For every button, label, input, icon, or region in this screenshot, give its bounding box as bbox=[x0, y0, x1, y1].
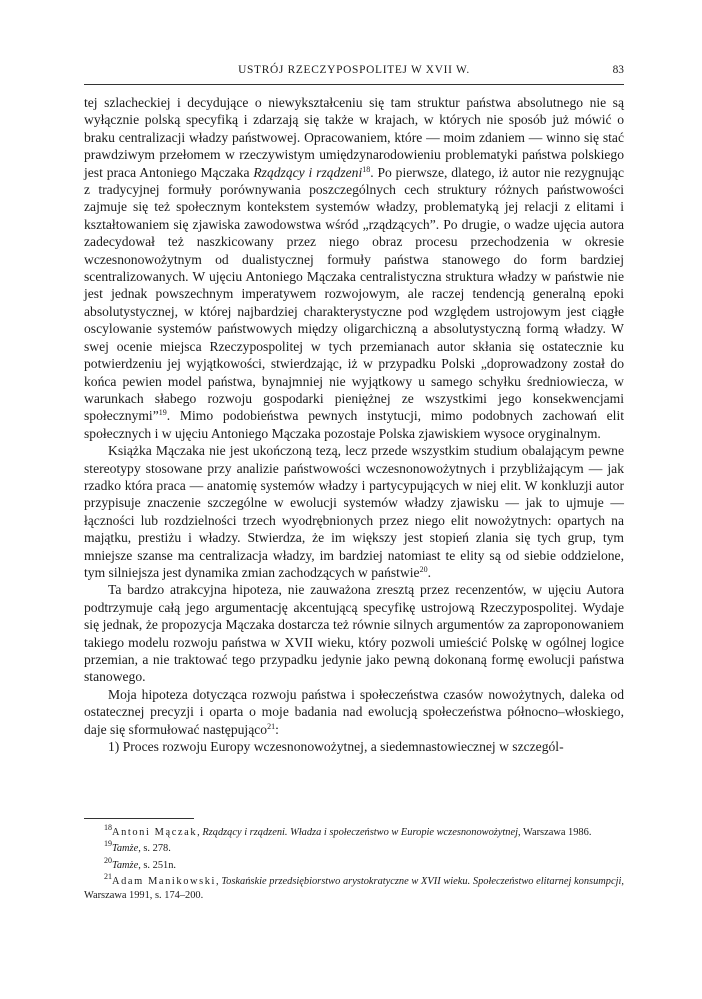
footnote-ref-18[interactable]: 18 bbox=[362, 164, 371, 174]
paragraph-3: Ta bardzo atrakcyjna hipoteza, nie zauważona zresztą przez recenzentów, w ujęciu Autora podtrzymuje całą jego argumentację akcentującą specyfikę ustrojową Rzeczypospolitej. Wydaje się jednak, że propozycja Mączaka dostarcza też równie silnych argumentów za zaproponowaniem takiego modelu rozwoju państwa w XVII wieku, który pozwoli umieścić Polskę w ogólnej logice przemian, a nie traktować tego przypadku jedynie jako pewną dokonaną formę ewolucji państwa stanowego. bbox=[84, 582, 624, 685]
footnote-ref-20[interactable]: 20 bbox=[419, 564, 428, 574]
footnote-title: Toskańskie przedsiębiorstwo arystokratyczne w XVII wieku. Społeczeństwo elitarnej konsumpcji bbox=[221, 876, 622, 888]
footnote-21: $^{21}$Adam Manikowski, Toskańskie przedsiębiorstwo arystokratyczne w XVII wieku. Społeczeństwo elitarnej konsumpcji, Warszawa 1991, s. 174–200. bbox=[84, 872, 624, 901]
footnote-20: $^{20}$Tamże, s. 251n. bbox=[104, 855, 177, 871]
footnote-author: Adam Manikowski bbox=[112, 876, 217, 888]
footnote-ref-19[interactable]: 19 bbox=[158, 408, 167, 418]
paragraph-1: tej szlacheckiej i decydujące o niewykształceniu się tam struktur państwa absolutnego nie są wyłącznie polską specyfiką i zdarzają się także w krajach, w których nie sposób już mówić o braku centralizacji władzy państwowej. Opracowaniem, które — moim zdaniem — winno się stać prawdziwym przełomem w rzeczywistym umiędzynarodowieniu problematyki państwa polskiego jest praca Antoniego Mączaka Rządzący i rządzeni$^{18}$. Po pierwsze, dlatego, iż autor nie rezygnując z tradycyjnej formuły porównywania poszczególnych cech struktury różnych państwowości zajmuje się też społecznym kontekstem systemów władzy, problematyką jej relacji z elitami i kształtowaniem się zjawiska zawodowstwa wśród „rządzących”. Po drugie, o wadze ujęcia autora zadecydował też naszkicowany przez niego obraz procesu przechodzenia w okresie wczesnonowożytnym od dualistycznej formuły państwa stanowego do form bardziej scentralizowanych. W ujęciu Antoniego Mączaka centralistyczna struktura władzy w państwie nie jest jednak powszechnym imperatywem rozwojowym, ale raczej tendencją generalną epoki absolutystycznej, w której najbardziej charakterystyczne pod względem ustrojowym jest ciągłe oscylowanie systemów państwowych między oligarchiczną a absolutystyczną formą władzy. W swej ocenie miejsca Rzeczypospolitej w tych przemianach autor skłania się ostatecznie ku potwierdzeniu jej wyjątkowości, stwierdzając, iż w przypadku Polski „doprowadzony został do końca pewien model państwa, bynajmniej nie wyjątkowy u samego schyłku średniowiecza, w warunkach słabego rozwoju gospodarki pieniężnej ze wszystkimi jego konsekwencjami społecznymi”$^{19}$. Mimo podobieństwa pewnych instytucji, mimo podobnych zachowań elit społecznych i w ujęciu Antoniego Mączaka pozostaje Polska zjawiskiem wysoce oryginalnym. bbox=[84, 95, 624, 441]
running-header bbox=[84, 62, 624, 85]
running-title: USTRÓJ RZECZYPOSPOLITEJ W XVII W. bbox=[238, 64, 470, 76]
book-title: Rządzący i rządzeni bbox=[253, 164, 363, 180]
footnote-ref-21[interactable]: 21 bbox=[267, 721, 276, 731]
main-text bbox=[84, 94, 624, 755]
footnote-author: Antoni Mączak bbox=[112, 827, 198, 838]
footnote-19: $^{19}$Tamże, s. 278. bbox=[104, 839, 171, 855]
paragraph-5: 1) Proces rozwoju Europy wczesnonowożytnej, a siedemnastowiecznej w szczegól- bbox=[108, 739, 564, 755]
page-number: 83 bbox=[612, 64, 624, 76]
paragraph-4: Moja hipoteza dotycząca rozwoju państwa i społeczeństwa czasów nowożytnych, daleka od ostatecznej precyzji i oparta o moje badania nad ewolucją społeczeństwa północno–włoskiego, daje się sformułować następująco$^{21}$: bbox=[84, 686, 624, 737]
footnotes bbox=[84, 823, 624, 905]
footnote-18: $^{18}$Antoni Mączak, Rządzący i rządzeni. Władza i społeczeństwo w Europie wczesnonowożytnej, Warszawa 1986. bbox=[104, 823, 592, 838]
paragraph-2: Książka Mączaka nie jest ukończoną tezą, lecz przede wszystkim studium obalającym pewne stereotypy stosowane przy analizie państwowości wczesnonowożytnych i przybliżającym — jak rzadko która praca — anatomię systemów władzy i partycypujących w niej elit. W konkluzji autor przypisuje znaczenie szczególne w ewolucji systemów władzy zjawisku — jak to ujmuje — łączności lub rozdzielności trzech wyodrębnionych przez niego elit nowożytnych: opartych na majątku, prestiżu i władzy. Stwierdza, że im większy jest stopień zlania się tych grup, tym mniejsze szanse ma centralizacja władzy, im bardziej natomiast te elity są od siebie oddzielone, tym silniejsza jest dynamika zmian zachodzących w państwie$^{20}$. bbox=[84, 443, 624, 580]
footnote-title: Rządzący i rządzeni. Władza i społeczeństwo w Europie wczesnonowożytnej bbox=[202, 827, 518, 838]
footnote-divider bbox=[84, 818, 194, 819]
